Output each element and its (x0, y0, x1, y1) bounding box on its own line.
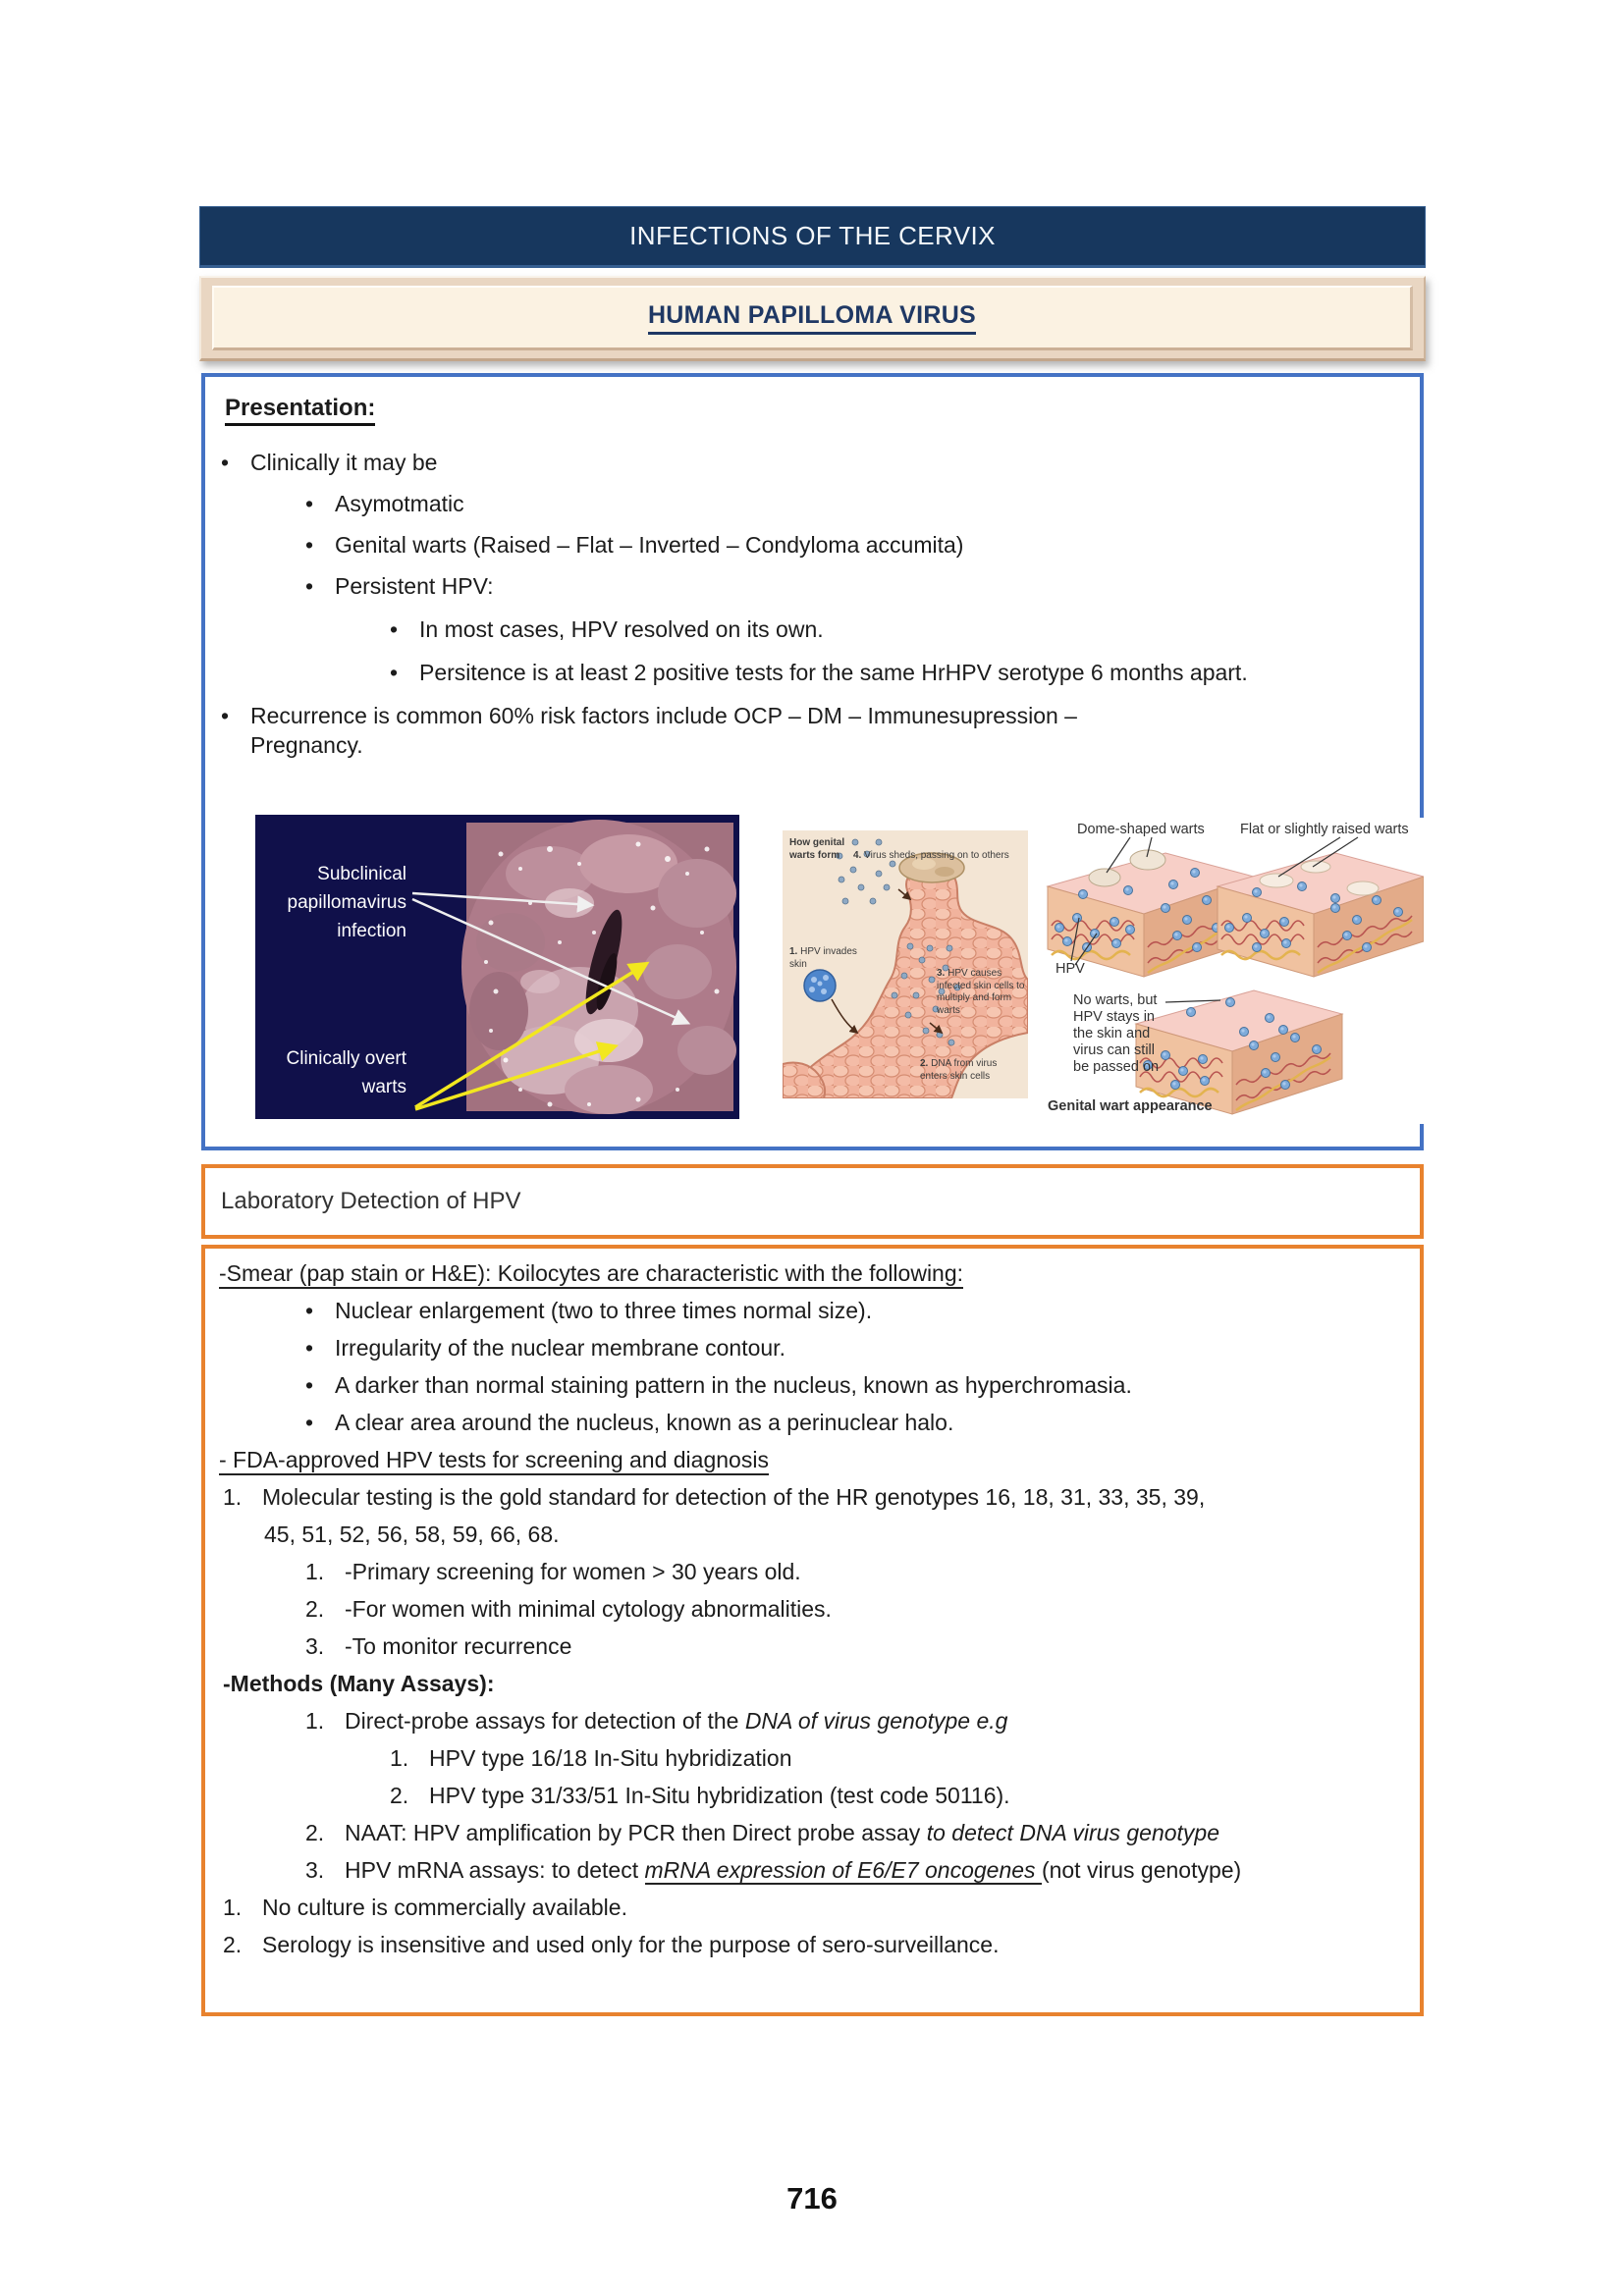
numbered-item (219, 1594, 1402, 1624)
item-number: 1. (305, 1559, 325, 1584)
bullet-icon (390, 658, 419, 687)
bullet-icon (305, 571, 335, 601)
smear-heading-text: -Smear (pap stain or H&E): Koilocytes are characteristic with the following: (219, 1260, 963, 1289)
numbered-item (219, 1781, 1402, 1810)
item-number: 2. (305, 1820, 325, 1845)
item-text-italic-underline: mRNA expression of E6/E7 oncogenes (644, 1857, 1042, 1883)
item-number: 2. (305, 1596, 325, 1622)
step-text: DNA from virus enters skin cells (920, 1058, 998, 1082)
list-item-text: Persitence is at least 2 positive tests for the same HrHPV serotype 6 months apart. (419, 660, 1248, 685)
page-number: 716 (786, 2181, 838, 2216)
numbered-item (219, 1893, 1402, 1922)
item-text: HPV type 31/33/51 In-Situ hybridization (test code 50116). (429, 1783, 1010, 1808)
appearance-label-hpv: HPV (1056, 961, 1085, 977)
step-number: 4. (853, 850, 862, 861)
list-item-text: A clear area around the nucleus, known as a perinuclear halo. (335, 1410, 954, 1435)
numbered-item-continuation: 45, 51, 52, 56, 58, 59, 66, 68. (264, 1522, 560, 1547)
bullet-icon (305, 1370, 335, 1400)
step-number: 1. (789, 946, 798, 957)
list-item-text: Persistent HPV: (335, 573, 494, 599)
appearance-label-dome: Dome-shaped warts (1077, 822, 1205, 837)
bullet-icon (305, 530, 335, 560)
item-text-normal: Direct-probe assays for detection of the (345, 1708, 745, 1734)
colposcopy-label-subclinical: Subclinical papillomavirus infection (287, 864, 406, 941)
step-number: 2. (920, 1058, 929, 1069)
item-text: HPV type 16/18 In-Situ hybridization (429, 1745, 792, 1771)
list-item (219, 1333, 1402, 1362)
list-item-text: In most cases, HPV resolved on its own. (419, 616, 824, 642)
item-text-normal: NAAT: HPV amplification by PCR then Direct probe assay (345, 1820, 927, 1845)
step-number: 3. (937, 968, 946, 979)
subtitle-bevel-inner (212, 286, 1413, 350)
lab-detection-content-box (201, 1245, 1424, 2016)
step-text: HPV causes infected skin cells to multiply and form warts (937, 968, 1025, 1016)
item-text: -For women with minimal cytology abnormalities. (345, 1596, 832, 1622)
numbered-item (219, 1557, 1402, 1586)
fda-heading-text: - FDA-approved HPV tests for screening and diagnosis (219, 1447, 769, 1475)
item-text: -To monitor recurrence (345, 1633, 572, 1659)
bullet-icon (221, 448, 250, 477)
formation-step-2 (920, 1058, 1024, 1083)
appearance-caption: Genital wart appearance (1048, 1098, 1213, 1114)
list-item (219, 614, 1400, 644)
list-item-text: A darker than normal staining pattern in the nucleus, known as hyperchromasia. (335, 1372, 1132, 1398)
figure-wart-formation (783, 830, 1028, 1098)
skin-block-flat-warts (1218, 853, 1424, 977)
fda-heading (219, 1445, 1402, 1474)
figure-wart-appearance (1046, 818, 1424, 1124)
item-text-normal: (not virus genotype) (1041, 1857, 1242, 1883)
list-item-text: Asymotmatic (335, 491, 464, 516)
wart-appearance-illustration (1046, 818, 1424, 1124)
appearance-label-nowarts: No warts, but HPV stays in the skin and virus can still be passed on (1073, 992, 1160, 1075)
list-item-text: Irregularity of the nuclear membrane contour. (335, 1335, 785, 1361)
item-text-italic: to detect DNA virus genotype (926, 1820, 1220, 1845)
hpv-virus-icon (804, 970, 836, 1001)
numbered-item (219, 1482, 1402, 1512)
numbered-item (219, 1818, 1402, 1847)
bullet-icon (390, 614, 419, 644)
list-item (219, 489, 1400, 518)
item-number: 1. (305, 1708, 325, 1734)
presentation-box (201, 373, 1424, 1150)
numbered-item (219, 1631, 1402, 1661)
bullet-icon (305, 1333, 335, 1362)
list-item (219, 1370, 1402, 1400)
list-item-text: Genital warts (Raised – Flat – Inverted – Condyloma accumita) (335, 532, 964, 558)
formation-title: How genital warts form (789, 837, 845, 861)
bullet-icon (221, 701, 250, 760)
item-text: -Primary screening for women > 30 years old. (345, 1559, 801, 1584)
item-text-italic: DNA of virus genotype e.g (744, 1708, 1008, 1734)
item-text (345, 1706, 1007, 1735)
list-item-text: Recurrence is common 60% risk factors include OCP – DM – Immunesupression – Pregnancy. (250, 703, 1077, 758)
item-number: 3. (305, 1857, 325, 1883)
list-item-text: Nuclear enlargement (two to three times normal size). (335, 1298, 873, 1323)
list-item (219, 530, 1400, 560)
bullet-icon (305, 1408, 335, 1437)
step-text: Virus sheds, passing on to others (864, 850, 1009, 861)
list-item (219, 448, 1400, 477)
bullet-icon (305, 489, 335, 518)
subtitle-bevel-box (199, 276, 1426, 361)
list-item (219, 658, 1400, 687)
item-number: 1. (223, 1484, 243, 1510)
item-text-normal: HPV mRNA assays: to detect (345, 1857, 645, 1883)
numbered-item (219, 1855, 1402, 1885)
smear-heading (219, 1258, 1402, 1288)
item-text (345, 1818, 1219, 1847)
bullet-icon (305, 1296, 335, 1325)
item-number: 2. (223, 1932, 243, 1957)
list-item (219, 701, 1400, 760)
formation-step-1 (789, 946, 868, 971)
methods-heading: -Methods (Many Assays): (223, 1671, 495, 1696)
list-item (219, 1408, 1402, 1437)
appearance-label-flat: Flat or slightly raised warts (1240, 822, 1409, 837)
item-text: Molecular testing is the gold standard for detection of the HR genotypes 16, 18, 31, 33, 35, 39, (262, 1484, 1206, 1510)
list-item (219, 1296, 1402, 1325)
page-subtitle: HUMAN PAPILLOMA VIRUS (648, 301, 976, 335)
lab-detection-title-box (201, 1164, 1424, 1239)
numbered-item (219, 1930, 1402, 1959)
item-number: 1. (390, 1745, 409, 1771)
step-text: HPV invades skin (789, 946, 857, 970)
list-item (219, 571, 1400, 601)
item-number: 1. (223, 1895, 243, 1920)
formation-step-3 (937, 968, 1025, 1017)
item-number: 2. (390, 1783, 409, 1808)
presentation-heading: Presentation: (225, 395, 375, 426)
item-text (345, 1855, 1241, 1885)
item-text: Serology is insensitive and used only for the purpose of sero-surveillance. (262, 1932, 1000, 1957)
colposcopy-label-overt: Clinically overt warts (286, 1048, 406, 1097)
item-number: 3. (305, 1633, 325, 1659)
section-title-bar (199, 206, 1426, 268)
formation-step-4 (853, 850, 1009, 863)
list-item-text: Clinically it may be (250, 450, 438, 475)
numbered-item (219, 1706, 1402, 1735)
figure-colposcopy (255, 815, 739, 1119)
item-text: No culture is commercially available. (262, 1895, 627, 1920)
numbered-item (219, 1743, 1402, 1773)
page-title: INFECTIONS OF THE CERVIX (629, 221, 996, 250)
lab-detection-title: Laboratory Detection of HPV (221, 1188, 521, 1214)
